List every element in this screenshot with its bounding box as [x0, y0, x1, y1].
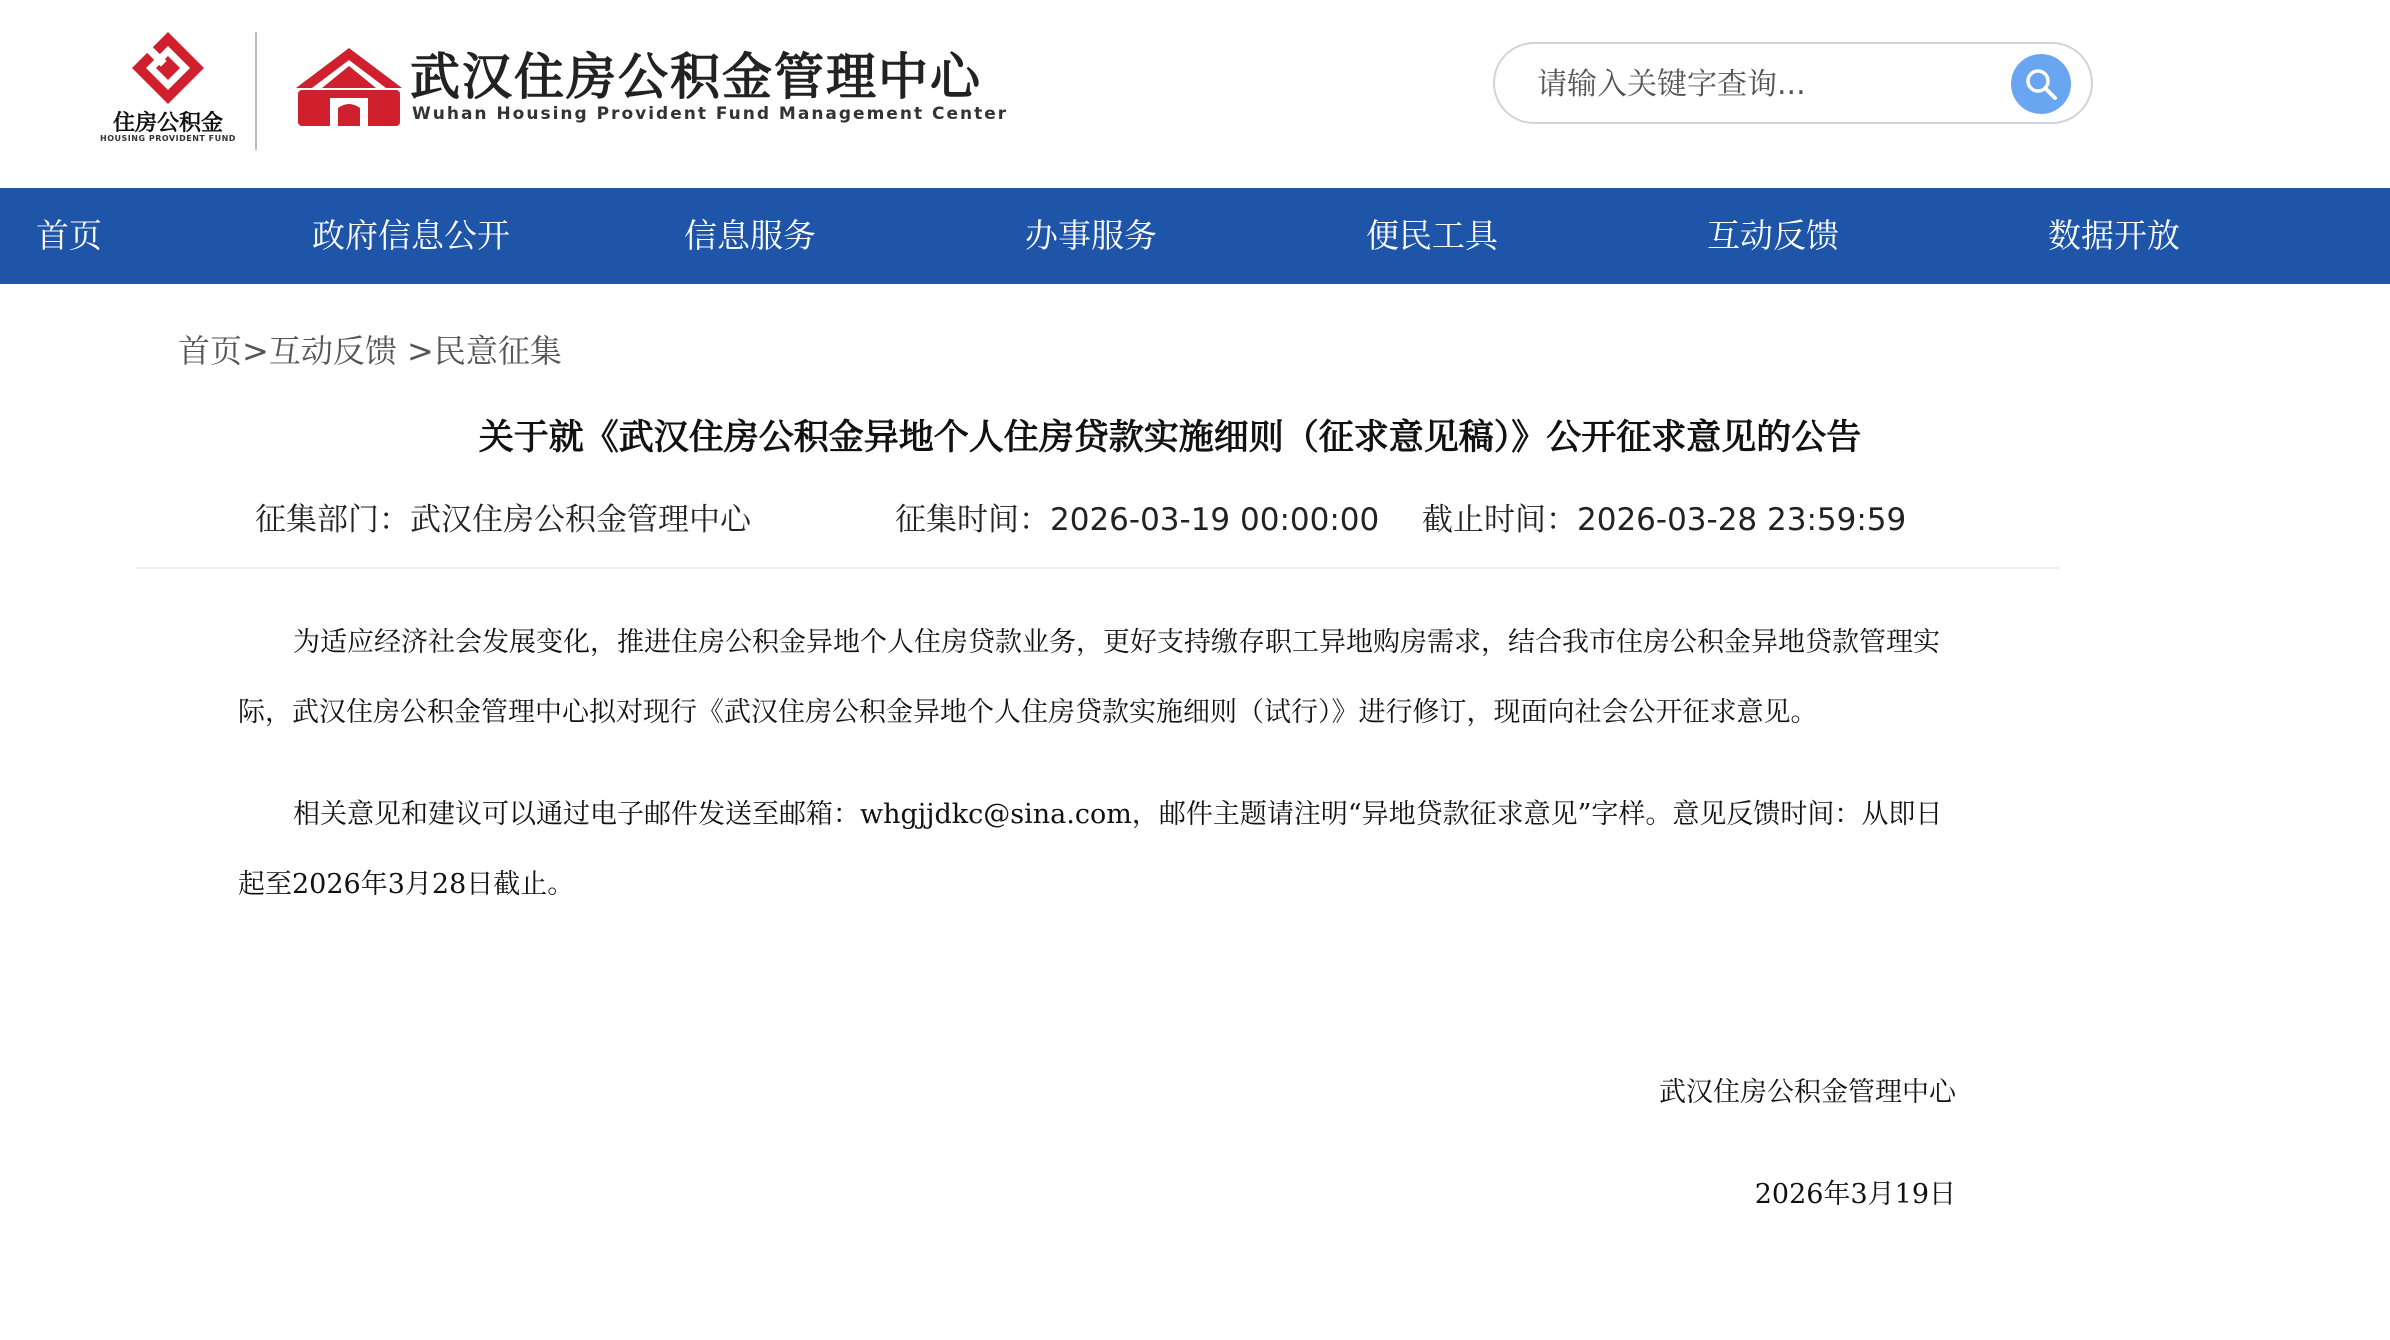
article-title: 关于就《武汉住房公积金异地个人住房贷款实施细则（征求意见稿）》公开征求意见的公告 [478, 418, 1862, 458]
breadcrumb [178, 326, 562, 372]
search-input[interactable] [1535, 58, 1999, 110]
hpf-logo-label: 住房公积金 [112, 111, 223, 136]
center-name-english: Wuhan Housing Provident Fund Management Center [412, 104, 1009, 124]
search-box [1493, 42, 2093, 124]
nav-item-home[interactable]: 首页 [36, 216, 102, 255]
breadcrumb-opinion-collection[interactable]: 民意征集 [433, 332, 562, 370]
article-paragraph: 为适应经济社会发展变化，推进住房公积金异地个人住房贷款业务，更好支持缴存职工异地购房需求，结合我市住房公积金异地贷款管理实际，武汉住房公积金管理中心拟对现行《武汉住房公积金异地个人住房贷款实施细则（试行）》进行修订，现面向社会公开征求意见。 [238, 627, 1940, 728]
nav-item-gov-info[interactable]: 政府信息公开 [312, 216, 510, 255]
breadcrumb-feedback[interactable]: 互动反馈 [268, 332, 397, 370]
nav-item-tools[interactable]: 便民工具 [1366, 216, 1498, 255]
content-divider [137, 567, 2059, 569]
search-icon [2023, 66, 2059, 102]
meta-end-time-label: 截止时间： [1422, 502, 1577, 538]
signature-organization: 武汉住房公积金管理中心 [1659, 1077, 1956, 1108]
meta-department-value: 武汉住房公积金管理中心 [410, 502, 751, 538]
hpf-logo-sublabel: HOUSING PROVIDENT FUND [100, 134, 236, 143]
meta-start-time-value: 2026-03-19 00:00:00 [1050, 502, 1380, 538]
search-button[interactable] [2011, 54, 2071, 114]
nav-item-feedback[interactable]: 互动反馈 [1707, 216, 1839, 255]
hpf-diamond-icon [94, 30, 242, 106]
meta-department-label: 征集部门： [255, 502, 410, 538]
signature-date: 2026年3月19日 [1754, 1179, 1956, 1210]
nav-item-info-service[interactable]: 信息服务 [684, 216, 816, 255]
meta-start-time [895, 494, 1379, 539]
breadcrumb-separator: > [396, 332, 434, 370]
article-paragraph: 相关意见和建议可以通过电子邮件发送至邮箱：whgjjdkc@sina.com，邮件主题请注明“异地贷款征求意见”字样。意见反馈时间：从即日起至2026年3月28日截止。 [238, 799, 1943, 900]
wuhan-center-house-icon[interactable] [294, 44, 404, 130]
breadcrumb-home[interactable]: 首页 [178, 332, 243, 370]
housing-provident-fund-logo[interactable] [94, 30, 242, 150]
nav-item-affairs-service[interactable]: 办事服务 [1025, 216, 1157, 255]
meta-start-time-label: 征集时间： [895, 502, 1050, 538]
logo-divider [255, 32, 257, 150]
breadcrumb-separator: > [242, 332, 269, 370]
main-nav [0, 188, 2390, 284]
meta-end-time-value: 2026-03-28 23:59:59 [1577, 502, 1907, 538]
meta-end-time [1422, 494, 1906, 539]
site-header [0, 0, 2390, 188]
nav-item-open-data[interactable]: 数据开放 [2048, 216, 2180, 255]
center-name: 武汉住房公积金管理中心 [410, 48, 982, 106]
meta-department [255, 494, 751, 539]
